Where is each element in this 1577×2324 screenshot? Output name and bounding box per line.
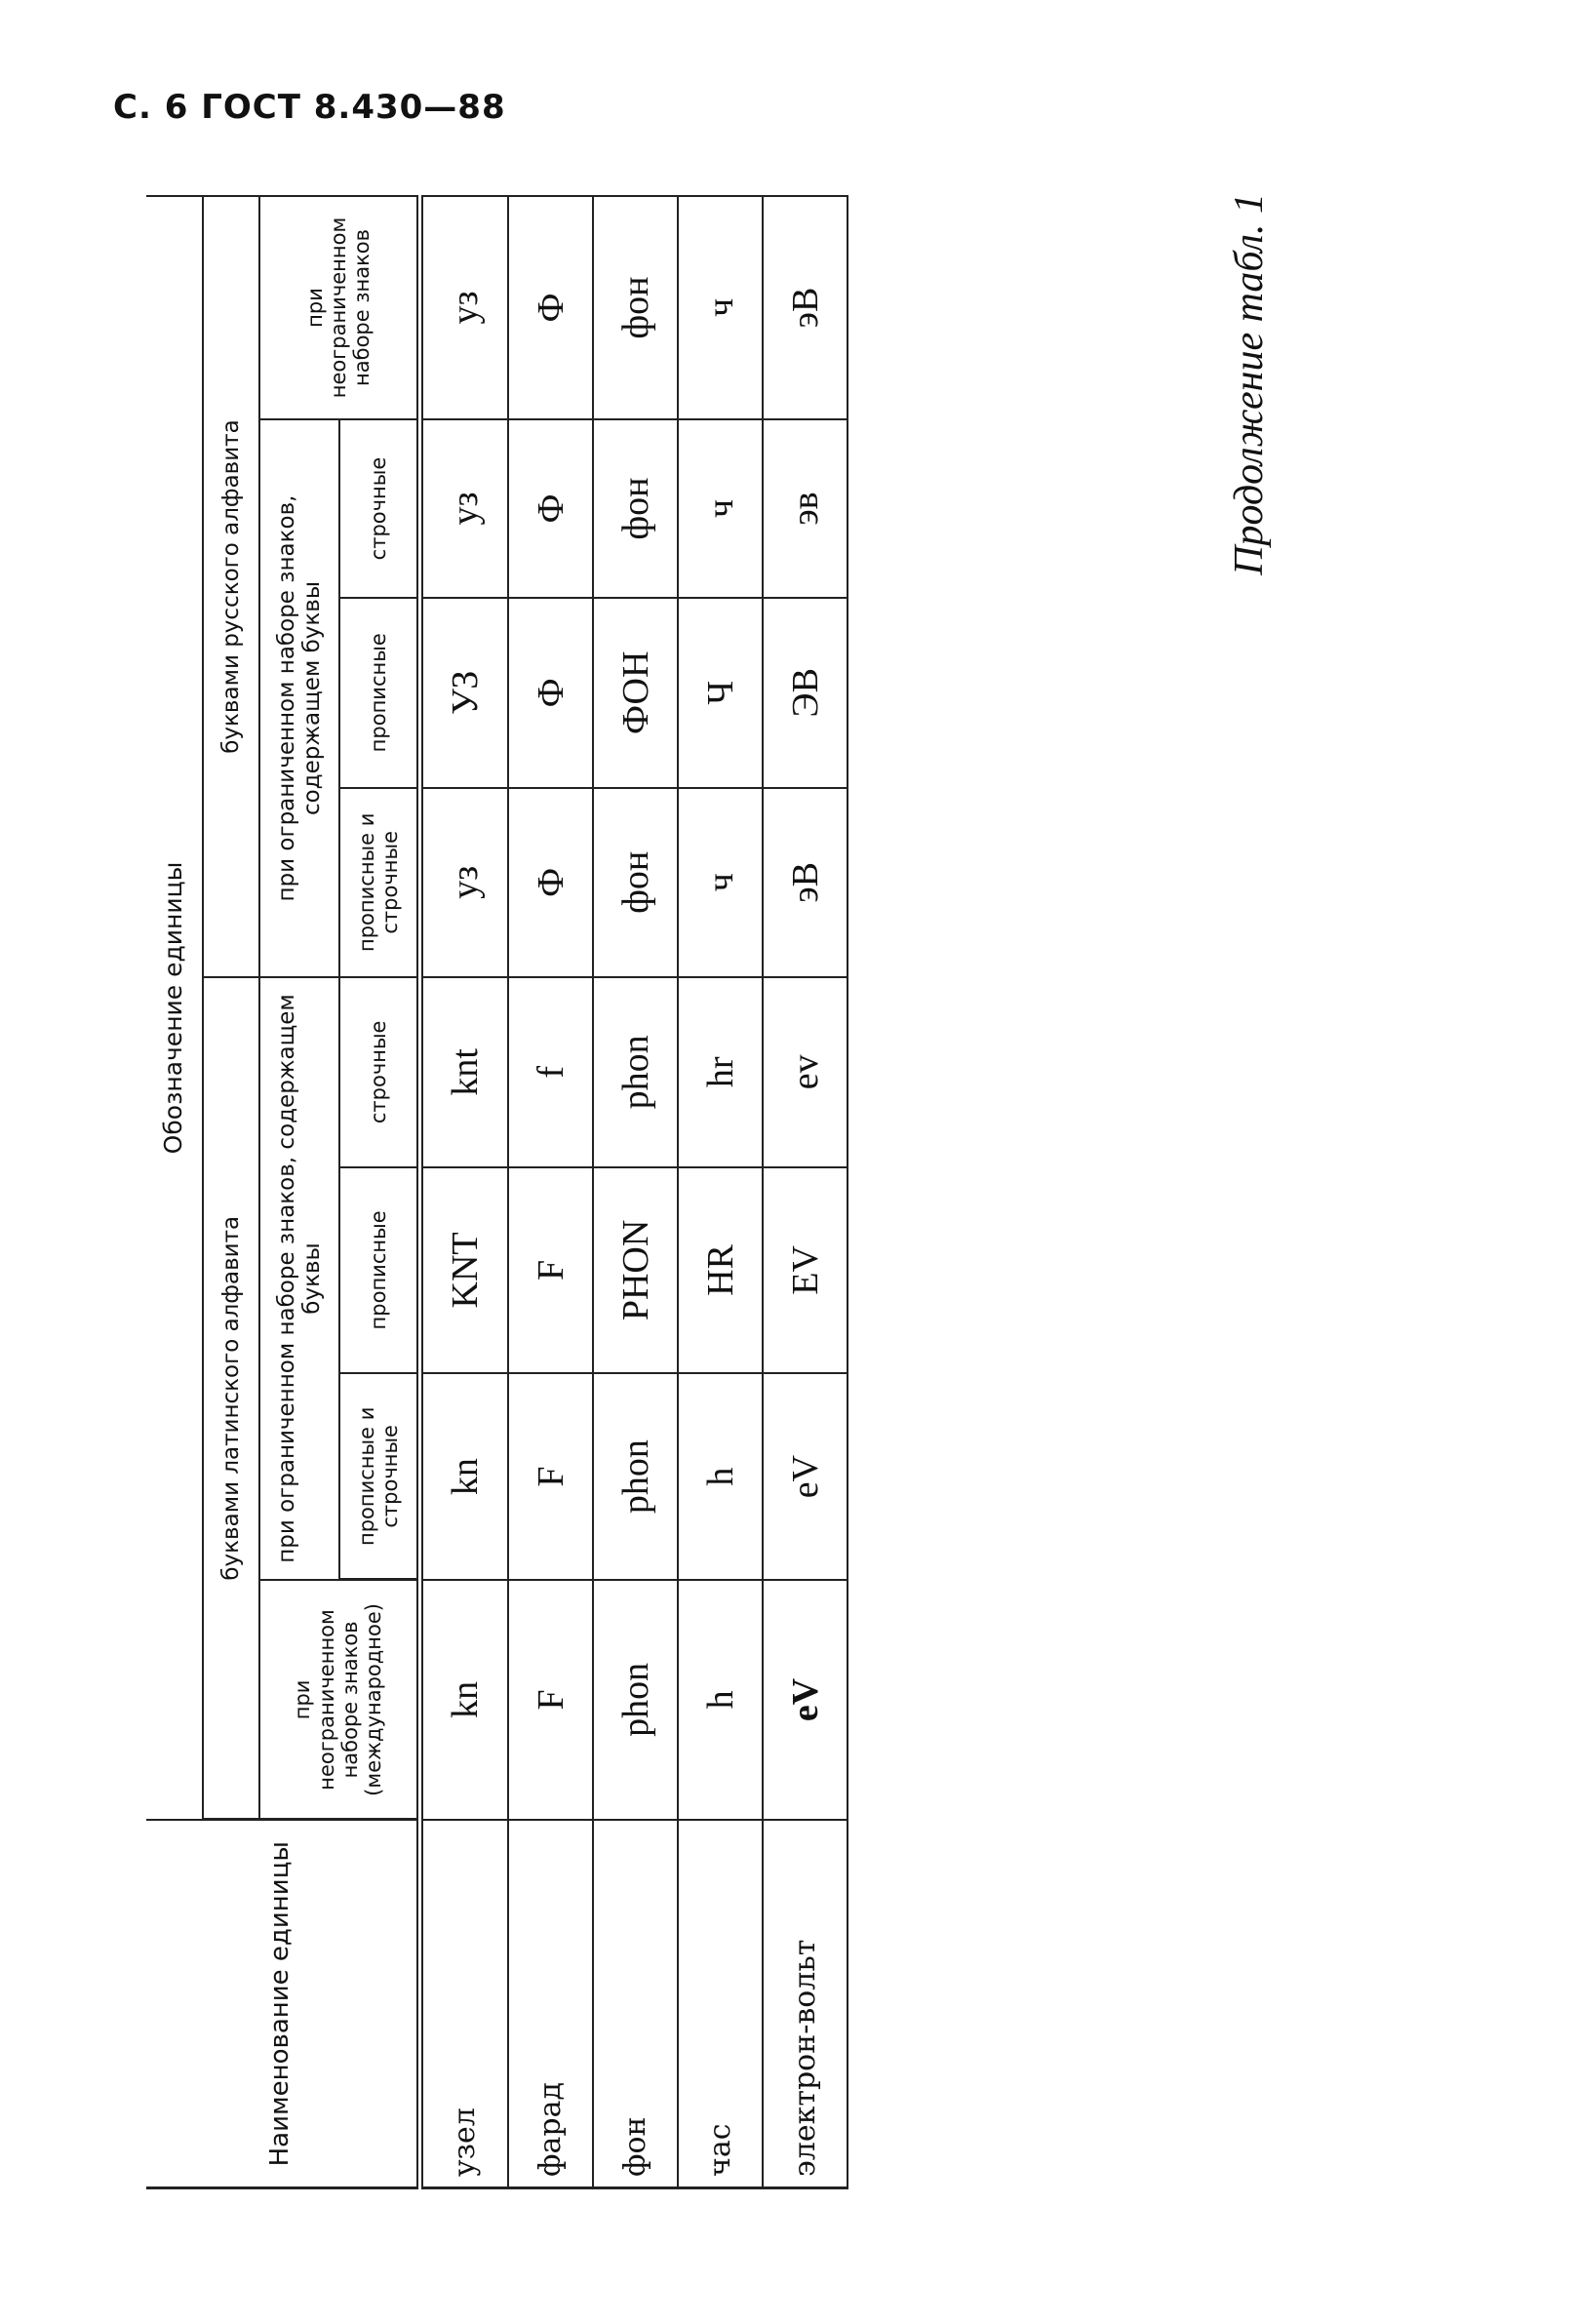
ru-unl-value: эВ: [763, 196, 848, 419]
lat-upper-lower-header: прописные и строчные: [339, 1373, 419, 1580]
intl-value: phon: [593, 1580, 678, 1820]
russian-unlimited-header: при неограниченном наборе знаков: [259, 196, 419, 419]
intl-value: h: [678, 1580, 763, 1820]
col-name-header: Наименование единицы: [146, 1820, 419, 2188]
lat-ul-value: F: [508, 1373, 593, 1580]
table-row: [508, 196, 593, 2188]
table-caption: Продолжение табл. 1: [1226, 193, 1272, 575]
lat-l-value: f: [508, 977, 593, 1167]
table-row: [763, 196, 848, 2188]
lat-l-value: phon: [593, 977, 678, 1167]
table-row: [678, 196, 763, 2188]
ru-ul-value: ч: [678, 788, 763, 978]
lat-u-value: PHON: [593, 1167, 678, 1374]
intl-value: kn: [419, 1580, 508, 1820]
ru-unl-value: ч: [678, 196, 763, 419]
unit-name: фарад: [508, 1820, 593, 2188]
lat-l-value: ev: [763, 977, 848, 1167]
ru-u-value: УЗ: [419, 598, 508, 788]
ru-lower-header: строчные: [339, 419, 419, 598]
unit-name: фон: [593, 1820, 678, 2188]
ru-unl-value: уз: [419, 196, 508, 419]
lat-u-value: EV: [763, 1167, 848, 1374]
lat-l-value: hr: [678, 977, 763, 1167]
ru-ul-value: уз: [419, 788, 508, 978]
lat-ul-value: phon: [593, 1373, 678, 1580]
unit-name: узел: [419, 1820, 508, 2188]
intl-value: eV: [763, 1580, 848, 1820]
latin-group-header: буквами латинского алфавита: [203, 977, 259, 1820]
russian-group-header: буквами русского алфавита: [203, 196, 259, 977]
ru-l-value: Ф: [508, 419, 593, 598]
latin-limited-header: при ограниченном наборе знаков, содержащем буквы: [259, 977, 339, 1580]
unit-name: час: [678, 1820, 763, 2188]
table-row: [419, 196, 508, 2188]
lat-u-value: F: [508, 1167, 593, 1374]
russian-limited-header: при ограниченном наборе знаков, содержащем буквы: [259, 419, 339, 977]
ru-ul-value: Ф: [508, 788, 593, 978]
lat-u-value: HR: [678, 1167, 763, 1374]
intl-value: F: [508, 1580, 593, 1820]
units-table-rotated: [146, 195, 848, 2189]
lat-ul-value: kn: [419, 1373, 508, 1580]
ru-u-value: Ч: [678, 598, 763, 788]
ru-ul-value: фон: [593, 788, 678, 978]
ru-u-value: Ф: [508, 598, 593, 788]
lat-lower-header: строчные: [339, 977, 419, 1167]
ru-upper-lower-header: прописные и строчные: [339, 788, 419, 978]
ru-u-value: ФОН: [593, 598, 678, 788]
ru-unl-value: Ф: [508, 196, 593, 419]
lat-ul-value: h: [678, 1373, 763, 1580]
ru-u-value: ЭВ: [763, 598, 848, 788]
ru-l-value: фон: [593, 419, 678, 598]
unlimited-intl-header: при неограниченном наборе знаков (международное): [259, 1580, 419, 1820]
lat-l-value: knt: [419, 977, 508, 1167]
ru-l-value: эв: [763, 419, 848, 598]
ru-unl-value: фон: [593, 196, 678, 419]
unit-name: электрон-вольт: [763, 1820, 848, 2188]
table-row: [593, 196, 678, 2188]
lat-upper-header: прописные: [339, 1167, 419, 1374]
ru-l-value: уз: [419, 419, 508, 598]
page-header: С. 6 ГОСТ 8.430—88: [113, 88, 506, 127]
ru-upper-header: прописные: [339, 598, 419, 788]
lat-ul-value: eV: [763, 1373, 848, 1580]
designation-header: Обозначение единицы: [146, 196, 203, 1820]
units-table: [146, 195, 848, 2189]
ru-ul-value: эВ: [763, 788, 848, 978]
ru-l-value: ч: [678, 419, 763, 598]
lat-u-value: KNT: [419, 1167, 508, 1374]
